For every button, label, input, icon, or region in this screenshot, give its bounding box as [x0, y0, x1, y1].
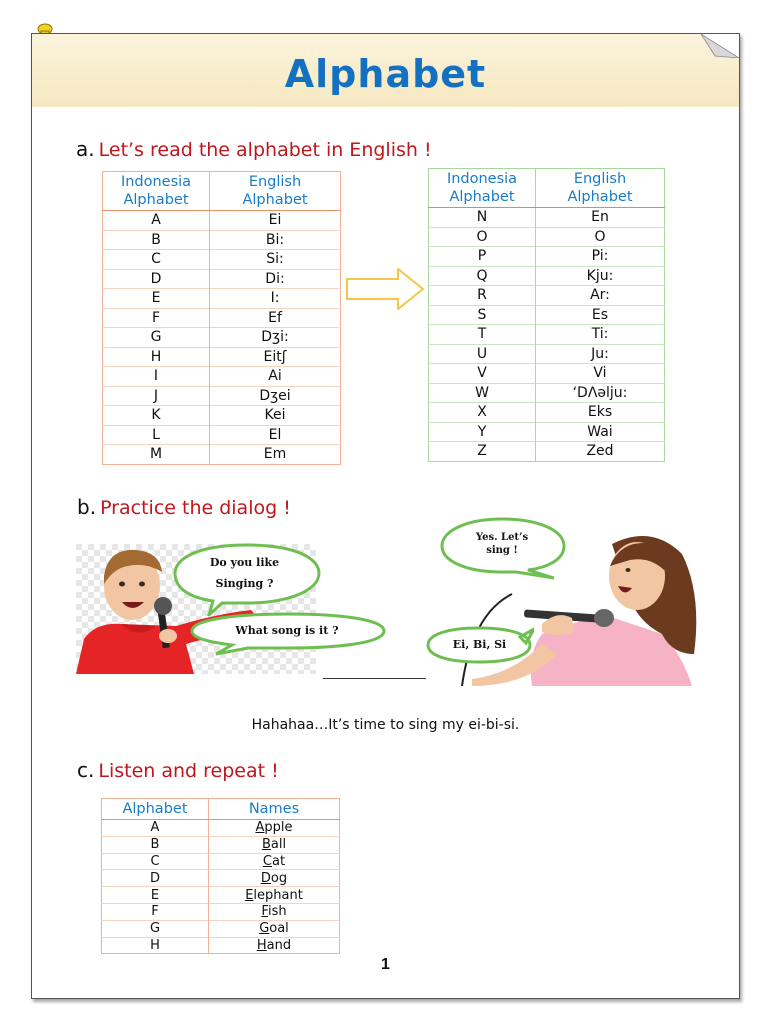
pronunciation-cell: Pi:	[536, 247, 665, 267]
dialog-caption: Hahahaa…It’s time to sing my ei-bi-si.	[251, 717, 520, 733]
letter-cell: S	[429, 305, 536, 325]
letter-cell: B	[102, 836, 209, 853]
table-row	[103, 425, 341, 445]
pronunciation-cell: Di:	[210, 269, 341, 289]
pronunciation-cell: Eitʃ	[210, 347, 341, 367]
letter-cell: O	[429, 227, 536, 247]
blank-line	[323, 678, 426, 679]
column-header: English Alphabet	[536, 169, 665, 208]
table-row	[102, 836, 340, 853]
letter-cell: T	[429, 325, 536, 345]
table-row	[429, 286, 665, 306]
table-row	[102, 920, 340, 937]
table-row	[103, 269, 341, 289]
letter-cell: F	[103, 308, 210, 328]
column-header: Names	[209, 799, 340, 820]
section-a-heading: a. Let’s read the alphabet in English !	[76, 137, 432, 161]
bubble-text: What song is it ?	[235, 624, 339, 637]
section-c-heading: c. Listen and repeat !	[77, 758, 279, 782]
pronunciation-cell: Ai	[210, 367, 341, 387]
pronunciation-cell: Vi	[536, 364, 665, 384]
pronunciation-cell: Dʒi:	[210, 328, 341, 348]
table-row	[102, 870, 340, 887]
table-row	[429, 364, 665, 384]
letter-cell: Q	[429, 266, 536, 286]
letter-cell: M	[103, 445, 210, 465]
table-row	[102, 903, 340, 920]
table-row	[429, 325, 665, 345]
table-row	[429, 422, 665, 442]
right-arrow-icon	[346, 268, 426, 310]
table-row	[103, 230, 341, 250]
name-cell: Hand	[209, 937, 340, 954]
letter-cell: G	[102, 920, 209, 937]
pronunciation-cell: Ar:	[536, 286, 665, 306]
letter-cell: C	[103, 250, 210, 270]
column-header: Alphabet	[102, 799, 209, 820]
table-row	[429, 344, 665, 364]
letter-cell: A	[103, 211, 210, 231]
pronunciation-cell: ‘DΛəlju:	[536, 383, 665, 403]
letter-cell: X	[429, 403, 536, 423]
letter-cell: H	[103, 347, 210, 367]
letter-cell: Z	[429, 442, 536, 462]
letter-cell: W	[429, 383, 536, 403]
pronunciation-cell: Kei	[210, 406, 341, 426]
alphabet-names-table	[101, 798, 340, 954]
page-curl-icon	[701, 34, 739, 58]
pronunciation-cell: Em	[210, 445, 341, 465]
table-row	[103, 211, 341, 231]
letter-cell: U	[429, 344, 536, 364]
pronunciation-cell: Eks	[536, 403, 665, 423]
letter-cell: J	[103, 386, 210, 406]
letter-cell: C	[102, 853, 209, 870]
pronunciation-cell: Kju:	[536, 266, 665, 286]
table-row	[429, 208, 665, 228]
section-b-heading: b. Practice the dialog !	[77, 495, 291, 519]
pronunciation-cell: Ei	[210, 211, 341, 231]
pronunciation-cell: Dʒei	[210, 386, 341, 406]
pronunciation-cell: O	[536, 227, 665, 247]
table-row	[429, 403, 665, 423]
pronunciation-cell: Ju:	[536, 344, 665, 364]
letter-cell: I	[103, 367, 210, 387]
letter-cell: A	[102, 820, 209, 837]
bubble-text: Ei, Bi, Si	[452, 638, 507, 651]
table-row	[103, 347, 341, 367]
letter-cell: K	[103, 406, 210, 426]
table-row	[103, 406, 341, 426]
table-row	[103, 386, 341, 406]
bubble-text: Do you like Singing ?	[209, 556, 280, 590]
name-cell: Cat	[209, 853, 340, 870]
pronunciation-cell: El	[210, 425, 341, 445]
table-row	[102, 937, 340, 954]
letter-cell: E	[103, 289, 210, 309]
column-header: English Alphabet	[210, 172, 341, 211]
table-row	[429, 442, 665, 462]
table-row	[429, 383, 665, 403]
table-row	[102, 820, 340, 837]
table-row	[103, 445, 341, 465]
column-header: Indonesia Alphabet	[429, 169, 536, 208]
table-row	[103, 367, 341, 387]
alphabet-table-a-m	[102, 171, 341, 465]
table-row	[102, 887, 340, 904]
pronunciation-cell: Bi:	[210, 230, 341, 250]
table-row	[103, 308, 341, 328]
pronunciation-cell: Ef	[210, 308, 341, 328]
pronunciation-cell: Es	[536, 305, 665, 325]
pronunciation-cell: Si:	[210, 250, 341, 270]
letter-cell: Y	[429, 422, 536, 442]
page-number: 1	[381, 956, 390, 973]
letter-cell: L	[103, 425, 210, 445]
letter-cell: B	[103, 230, 210, 250]
pronunciation-cell: Ti:	[536, 325, 665, 345]
letter-cell: P	[429, 247, 536, 267]
title-banner	[32, 34, 739, 107]
pronunciation-cell: I:	[210, 289, 341, 309]
table-row	[429, 266, 665, 286]
name-cell: Dog	[209, 870, 340, 887]
table-row	[102, 853, 340, 870]
letter-cell: G	[103, 328, 210, 348]
letter-cell: D	[102, 870, 209, 887]
table-row	[103, 289, 341, 309]
name-cell: Apple	[209, 820, 340, 837]
pronunciation-cell: Zed	[536, 442, 665, 462]
letter-cell: R	[429, 286, 536, 306]
alphabet-table-n-z	[428, 168, 665, 462]
letter-cell: H	[102, 937, 209, 954]
page-title: Alphabet	[284, 52, 487, 96]
letter-cell: V	[429, 364, 536, 384]
table-row	[429, 227, 665, 247]
name-cell: Ball	[209, 836, 340, 853]
letter-cell: D	[103, 269, 210, 289]
name-cell: Fish	[209, 903, 340, 920]
pronunciation-cell: En	[536, 208, 665, 228]
table-row	[429, 247, 665, 267]
name-cell: Goal	[209, 920, 340, 937]
name-cell: Elephant	[209, 887, 340, 904]
worksheet-page	[31, 33, 740, 999]
letter-cell: F	[102, 903, 209, 920]
letter-cell: E	[102, 887, 209, 904]
letter-cell: N	[429, 208, 536, 228]
table-row	[429, 305, 665, 325]
table-row	[103, 250, 341, 270]
bubble-text: Yes. Let’s sing !	[475, 532, 529, 556]
column-header: Indonesia Alphabet	[103, 172, 210, 211]
table-row	[103, 328, 341, 348]
pronunciation-cell: Wai	[536, 422, 665, 442]
